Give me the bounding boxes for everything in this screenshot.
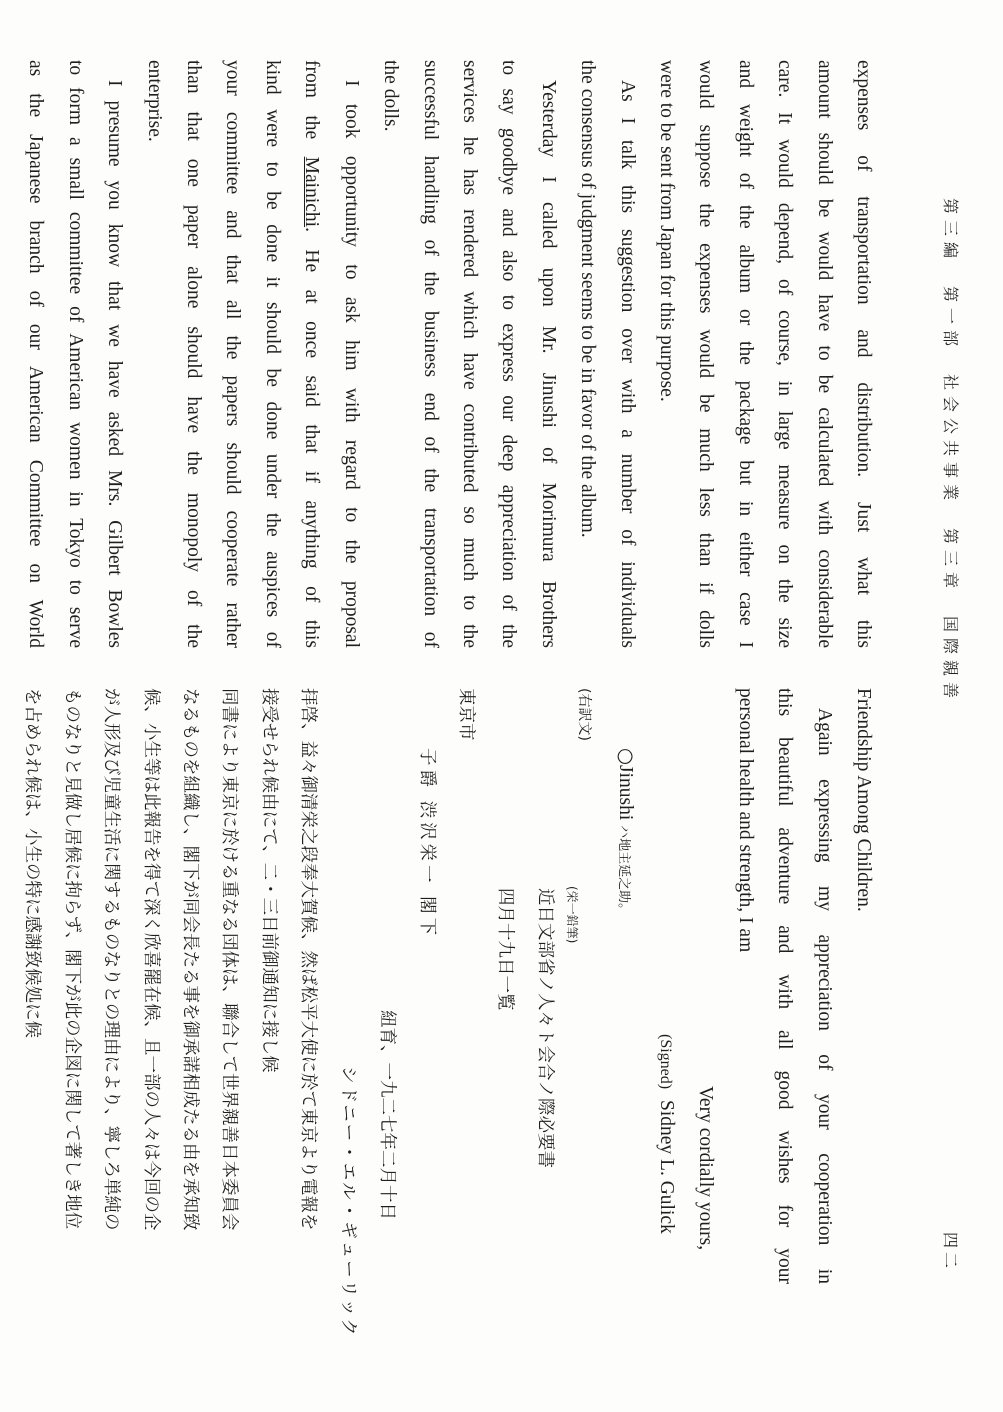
text-line: Again expressing my appreciation of your cooperation in [813,708,835,1284]
running-header: 第三編 第一部 社会公共事業 第三章 国際親善 [941,198,960,705]
text-fragment: . He at once said that if anything of this [301,227,323,649]
editor-note [603,748,645,1284]
text-line: As I talk this suggestion over with a number of individuals [616,80,638,648]
text-line: were to be sent from Japan for this purpose. [655,60,677,402]
japanese-body-line: 候、小生等は此報告を得て深く欣喜罷在候、且一部の人々は今回の企 [140,688,161,1231]
right-column [12,688,883,1338]
note-text: ハ地主延之助。 [615,825,631,917]
text-line: personal health and strength, I am [734,688,756,953]
text-line: services he has rendered which have contributed so much to the [458,60,480,648]
signed-label: (Signed) [656,1034,674,1090]
text-line: this beautiful adventure and with all good wishes for your [774,688,796,1284]
text-line: would suppose the expenses would be much less than if dolls [695,60,717,648]
left-column [16,60,883,648]
japanese-body-line: 拝啓、益々御清栄之段奉大賀候、然ば松平大使に於て東京より電報を [298,688,319,1231]
viewed-date: 四月十九日一覧 [495,888,516,1011]
letter-sender: シドニー・エル・ギューリック [337,1066,358,1338]
text-line: and weight of the album or the package but in either case I [734,60,756,648]
japanese-body-line: を占められ候は、小生の特に感謝致候処に候 [22,688,43,1038]
japanese-body-line: ものなりと見做し居候に拘らず、閣下が此の企図に関して著しき地位 [61,688,82,1230]
translation-label: (右訳文) [576,688,593,741]
signature-name: Sidney L. Gulick [655,1099,677,1234]
text-line: amount should be would have to be calculated with considerable [813,60,835,648]
japanese-body-line: 接受せられ候由にて、二・三日前御通知に接し候 [258,688,279,1073]
japanese-translation [12,688,603,1338]
text-fragment: from the [301,60,323,157]
text-line: I presume you know that we have asked Mrs. Gilbert Bowles [104,80,126,648]
japanese-body-line: が人形及び児童生活に関するものなりとの理由により、寧しろ単純の [101,688,122,1231]
recipient-name: 子爵 渋沢栄一 閣下 [416,748,437,940]
english-paragraphs [16,60,883,648]
text-line: to say goodbye and also to express our deep appreciation of the [498,60,520,648]
text-line: kind were to be done it should be done under the auspices of [261,60,283,648]
signature-line [646,1034,686,1284]
annotation-body: 近日文部省ノ人々ト会合ノ際必要書 [534,888,555,1168]
text-line: than that one paper alone should have the monopoly of the [183,60,205,648]
text-line: the dolls. [380,60,402,132]
english-closing [603,688,883,1284]
pencil-annotation [524,886,579,1284]
text-line: I took opportunity to ask him with regard to the proposal [340,80,362,648]
page-number: 四二 [941,1232,960,1273]
text-line-with-underline [292,60,331,648]
text-line: successful handling of the business end of the transportation of [419,60,441,648]
text-line: the consensus of judgment seems to be in favor of the album. [577,60,599,538]
text-line: to form a small committee of American women in Tokyo to serve [64,60,86,648]
circle-mark: ○ [614,748,638,766]
letter-date: 紐育、一九二七年二月十日 [377,1010,398,1220]
complimentary-close: Very cordially yours, [695,1086,717,1251]
annotation-small: (栄一鉛筆) [564,886,579,944]
text-line: care. It would depend, of course, in large measure on the size [774,60,796,648]
note-name: Jinushi [614,765,636,821]
japanese-body-line: なるものを組織し、閣下が同会長たる事を御承諾相成たる由を承知致 [180,688,201,1231]
recipient-city: 東京市 [455,688,476,741]
text-line: as the Japanese branch of our American Committee on World [25,60,47,648]
japanese-body-line: 同書により東京に於ける重なる団体は、聯合して世界親善日本委員会 [219,688,240,1231]
text-line: Yesterday I called upon Mr. Jinushi of Morimura Brothers [537,80,559,648]
newspaper-name: Mainichi [301,156,323,228]
text-line: expenses of transportation and distribution. Just what this [853,60,874,648]
text-line: your committee and that all the papers should cooperate rather [222,60,244,648]
text-line: Friendship Among Children. [853,688,874,912]
text-line: enterprise. [143,60,165,142]
